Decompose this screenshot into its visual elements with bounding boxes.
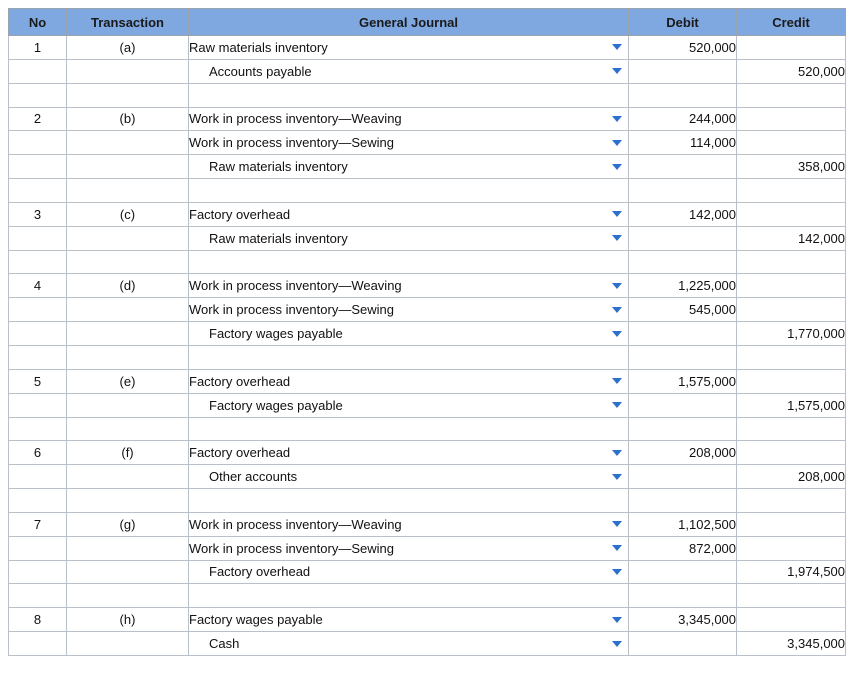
credit-cell: [737, 584, 846, 608]
transaction-cell: (c): [67, 202, 189, 226]
debit-input[interactable]: 244,000: [629, 107, 737, 131]
account-name: Work in process inventory—Sewing: [189, 302, 394, 318]
no-cell: [9, 393, 67, 417]
account-name: Factory overhead: [189, 206, 291, 222]
debit-input[interactable]: 142,000: [629, 202, 737, 226]
credit-input[interactable]: [737, 536, 846, 560]
account-select[interactable]: [189, 441, 629, 465]
account-select[interactable]: [189, 107, 629, 131]
dropdown-arrow-icon[interactable]: [612, 331, 622, 337]
no-cell: [9, 584, 67, 608]
no-cell: [9, 465, 67, 489]
journal-row: [9, 632, 846, 656]
account-select[interactable]: [189, 298, 629, 322]
transaction-cell: (f): [67, 441, 189, 465]
debit-input[interactable]: [629, 560, 737, 584]
journal-row: [9, 274, 846, 298]
no-cell: [9, 250, 67, 274]
account-name: Other accounts: [209, 469, 298, 485]
no-cell: [9, 632, 67, 656]
account-name: Factory overhead: [209, 564, 311, 580]
transaction-cell: [67, 584, 189, 608]
journal-row: [9, 36, 846, 60]
transaction-cell: (d): [67, 274, 189, 298]
account-select[interactable]: [189, 155, 629, 179]
credit-input[interactable]: [737, 36, 846, 60]
account-name: Cash: [209, 636, 240, 652]
debit-input[interactable]: 545,000: [629, 298, 737, 322]
no-cell: 7: [9, 512, 67, 536]
debit-input[interactable]: 872,000: [629, 536, 737, 560]
account-select[interactable]: [189, 131, 629, 155]
account-cell: [189, 345, 629, 369]
no-cell: [9, 179, 67, 203]
debit-input[interactable]: [629, 155, 737, 179]
debit-input[interactable]: [629, 465, 737, 489]
account-name: Factory overhead: [189, 373, 291, 389]
no-cell: 5: [9, 369, 67, 393]
account-select[interactable]: [189, 274, 629, 298]
credit-cell: [737, 417, 846, 441]
transaction-cell: [67, 489, 189, 513]
account-select[interactable]: [189, 226, 629, 250]
dropdown-arrow-icon[interactable]: [612, 68, 622, 74]
no-cell: [9, 155, 67, 179]
transaction-cell: [67, 179, 189, 203]
account-select[interactable]: [189, 202, 629, 226]
debit-input[interactable]: [629, 393, 737, 417]
debit-input[interactable]: [629, 322, 737, 346]
journal-row: [9, 59, 846, 83]
debit-cell: [629, 489, 737, 513]
journal-row: [9, 131, 846, 155]
spacer-row: [9, 345, 846, 369]
dropdown-arrow-icon[interactable]: [612, 641, 622, 647]
account-name: Raw materials inventory: [189, 39, 328, 55]
journal-row: [9, 608, 846, 632]
journal-row: [9, 512, 846, 536]
transaction-cell: (h): [67, 608, 189, 632]
transaction-cell: [67, 155, 189, 179]
account-name: Work in process inventory—Weaving: [189, 278, 402, 294]
credit-input[interactable]: 208,000: [737, 465, 846, 489]
debit-cell: [629, 83, 737, 107]
dropdown-arrow-icon[interactable]: [612, 307, 622, 313]
transaction-cell: [67, 322, 189, 346]
journal-row: [9, 560, 846, 584]
no-cell: [9, 489, 67, 513]
debit-input[interactable]: 114,000: [629, 131, 737, 155]
credit-input[interactable]: [737, 298, 846, 322]
account-select[interactable]: [189, 536, 629, 560]
account-select[interactable]: [189, 512, 629, 536]
debit-input[interactable]: 3,345,000: [629, 608, 737, 632]
account-name: Factory overhead: [189, 445, 291, 461]
debit-input[interactable]: 1,225,000: [629, 274, 737, 298]
spacer-row: [9, 179, 846, 203]
credit-cell: [737, 489, 846, 513]
credit-input[interactable]: 1,770,000: [737, 322, 846, 346]
journal-row: [9, 536, 846, 560]
account-name: Factory wages payable: [189, 612, 323, 628]
credit-input[interactable]: 1,974,500: [737, 560, 846, 584]
journal-body: [9, 36, 846, 656]
no-cell: [9, 131, 67, 155]
transaction-cell: [67, 393, 189, 417]
spacer-row: [9, 417, 846, 441]
credit-input[interactable]: [737, 608, 846, 632]
credit-input[interactable]: [737, 202, 846, 226]
no-cell: 4: [9, 274, 67, 298]
account-cell: [189, 179, 629, 203]
transaction-cell: (g): [67, 512, 189, 536]
no-cell: 6: [9, 441, 67, 465]
account-cell: [189, 250, 629, 274]
no-cell: [9, 322, 67, 346]
dropdown-arrow-icon[interactable]: [612, 116, 622, 122]
credit-input[interactable]: 1,575,000: [737, 393, 846, 417]
credit-input[interactable]: [737, 441, 846, 465]
account-name: Work in process inventory—Sewing: [189, 135, 394, 151]
transaction-cell: [67, 417, 189, 441]
journal-row: [9, 155, 846, 179]
account-cell: [189, 83, 629, 107]
journal-row: [9, 107, 846, 131]
debit-cell: [629, 250, 737, 274]
transaction-cell: [67, 536, 189, 560]
account-select[interactable]: [189, 608, 629, 632]
account-cell: [189, 584, 629, 608]
debit-cell: [629, 417, 737, 441]
no-cell: [9, 226, 67, 250]
account-name: Factory wages payable: [209, 397, 343, 413]
account-name: Work in process inventory—Weaving: [189, 516, 402, 532]
account-select[interactable]: [189, 465, 629, 489]
journal-row: [9, 226, 846, 250]
debit-input[interactable]: 208,000: [629, 441, 737, 465]
no-cell: [9, 560, 67, 584]
credit-cell: [737, 345, 846, 369]
credit-input[interactable]: [737, 369, 846, 393]
no-cell: [9, 536, 67, 560]
dropdown-arrow-icon[interactable]: [612, 474, 622, 480]
debit-input[interactable]: 1,102,500: [629, 512, 737, 536]
account-cell: [189, 417, 629, 441]
transaction-cell: [67, 465, 189, 489]
dropdown-arrow-icon[interactable]: [612, 140, 622, 146]
journal-row: [9, 298, 846, 322]
account-name: Accounts payable: [209, 63, 312, 79]
journal-row: [9, 441, 846, 465]
transaction-cell: (e): [67, 369, 189, 393]
header-transaction: Transaction: [67, 9, 189, 36]
account-select[interactable]: [189, 369, 629, 393]
account-select[interactable]: [189, 59, 629, 83]
header-row: [9, 9, 846, 36]
account-name: Work in process inventory—Weaving: [189, 111, 402, 127]
account-name: Raw materials inventory: [209, 230, 348, 246]
account-select[interactable]: [189, 560, 629, 584]
credit-input[interactable]: [737, 131, 846, 155]
dropdown-arrow-icon[interactable]: [612, 164, 622, 170]
no-cell: [9, 417, 67, 441]
dropdown-arrow-icon[interactable]: [612, 211, 622, 217]
dropdown-arrow-icon[interactable]: [612, 569, 622, 575]
journal-row: [9, 465, 846, 489]
no-cell: [9, 59, 67, 83]
account-name: Raw materials inventory: [209, 159, 348, 175]
journal-row: [9, 393, 846, 417]
transaction-cell: [67, 298, 189, 322]
account-cell: [189, 489, 629, 513]
account-name: Work in process inventory—Sewing: [189, 540, 394, 556]
transaction-cell: [67, 226, 189, 250]
no-cell: [9, 298, 67, 322]
account-select[interactable]: [189, 36, 629, 60]
account-select[interactable]: [189, 393, 629, 417]
spacer-row: [9, 250, 846, 274]
no-cell: [9, 83, 67, 107]
header-credit: Credit: [737, 9, 846, 36]
journal-row: [9, 369, 846, 393]
no-cell: 1: [9, 36, 67, 60]
credit-input[interactable]: 358,000: [737, 155, 846, 179]
credit-input[interactable]: [737, 274, 846, 298]
credit-input[interactable]: 3,345,000: [737, 632, 846, 656]
dropdown-arrow-icon[interactable]: [612, 402, 622, 408]
no-cell: 2: [9, 107, 67, 131]
dropdown-arrow-icon[interactable]: [612, 450, 622, 456]
transaction-cell: (a): [67, 36, 189, 60]
header-general-journal: General Journal: [189, 9, 629, 36]
debit-input[interactable]: [629, 226, 737, 250]
dropdown-arrow-icon[interactable]: [612, 378, 622, 384]
no-cell: 3: [9, 202, 67, 226]
credit-cell: [737, 83, 846, 107]
credit-input[interactable]: [737, 512, 846, 536]
spacer-row: [9, 584, 846, 608]
no-cell: 8: [9, 608, 67, 632]
account-select[interactable]: [189, 322, 629, 346]
dropdown-arrow-icon[interactable]: [612, 617, 622, 623]
transaction-cell: [67, 250, 189, 274]
dropdown-arrow-icon[interactable]: [612, 283, 622, 289]
spacer-row: [9, 83, 846, 107]
debit-cell: [629, 584, 737, 608]
spacer-row: [9, 489, 846, 513]
dropdown-arrow-icon[interactable]: [612, 545, 622, 551]
transaction-cell: [67, 131, 189, 155]
credit-cell: [737, 179, 846, 203]
debit-input[interactable]: [629, 632, 737, 656]
credit-input[interactable]: 520,000: [737, 59, 846, 83]
transaction-cell: [67, 59, 189, 83]
debit-input[interactable]: 520,000: [629, 36, 737, 60]
dropdown-arrow-icon[interactable]: [612, 44, 622, 50]
debit-input[interactable]: 1,575,000: [629, 369, 737, 393]
credit-input[interactable]: [737, 107, 846, 131]
dropdown-arrow-icon[interactable]: [612, 521, 622, 527]
credit-input[interactable]: 142,000: [737, 226, 846, 250]
account-select[interactable]: [189, 632, 629, 656]
dropdown-arrow-icon[interactable]: [612, 235, 622, 241]
journal-row: [9, 202, 846, 226]
debit-input[interactable]: [629, 59, 737, 83]
transaction-cell: (b): [67, 107, 189, 131]
debit-cell: [629, 345, 737, 369]
header-debit: Debit: [629, 9, 737, 36]
transaction-cell: [67, 83, 189, 107]
transaction-cell: [67, 345, 189, 369]
journal-row: [9, 322, 846, 346]
debit-cell: [629, 179, 737, 203]
credit-cell: [737, 250, 846, 274]
no-cell: [9, 345, 67, 369]
transaction-cell: [67, 632, 189, 656]
general-journal-table: [8, 8, 846, 656]
transaction-cell: [67, 560, 189, 584]
account-name: Factory wages payable: [209, 326, 343, 342]
header-no: No: [9, 9, 67, 36]
